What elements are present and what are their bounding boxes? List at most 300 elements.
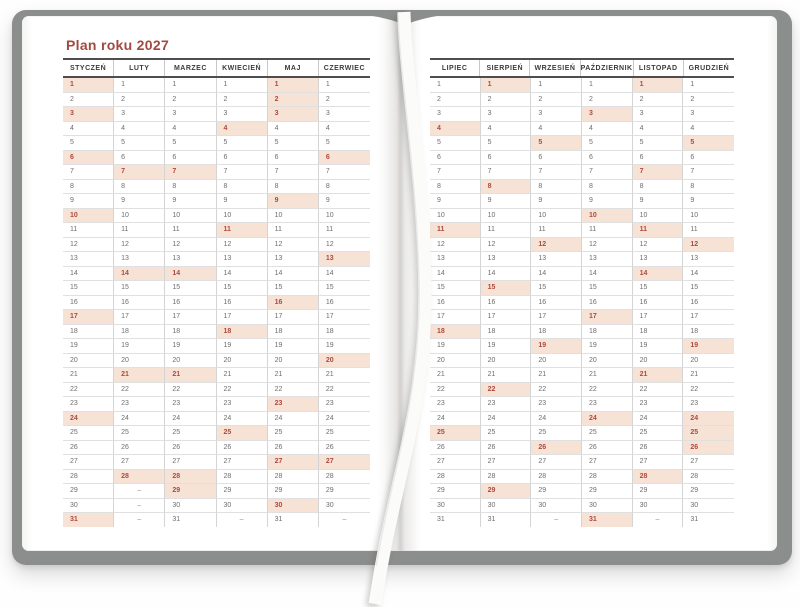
day-cell: 10 [683, 209, 734, 224]
day-cell: 23 [481, 397, 532, 412]
day-cell: 30 [582, 499, 633, 514]
day-cell: 5 [268, 136, 319, 151]
day-cell: 11 [481, 223, 532, 238]
day-cell: 3 [683, 107, 734, 122]
day-cell: 8 [582, 180, 633, 195]
day-cell: 15 [430, 281, 481, 296]
day-cell: 3 [319, 107, 370, 122]
day-grid [63, 78, 370, 527]
month-header-row [63, 58, 370, 78]
day-cell: 18 [63, 325, 114, 340]
day-cell: 10 [63, 209, 114, 224]
day-cell: 3 [165, 107, 216, 122]
day-cell: 25 [481, 426, 532, 441]
day-cell: 28 [319, 470, 370, 485]
day-cell: 22 [481, 383, 532, 398]
day-cell: 30 [268, 499, 319, 514]
day-cell: 26 [114, 441, 165, 456]
day-cell: 14 [217, 267, 268, 282]
day-cell: 21 [531, 368, 582, 383]
day-cell: 4 [481, 122, 532, 137]
month-header: GRUDZIEŃ [688, 64, 730, 72]
day-cell: 2 [268, 93, 319, 108]
day-cell: 11 [430, 223, 481, 238]
day-cell: 15 [268, 281, 319, 296]
day-cell: 9 [481, 194, 532, 209]
day-cell: 10 [319, 209, 370, 224]
day-cell: 2 [683, 93, 734, 108]
day-cell: 11 [63, 223, 114, 238]
day-cell: 19 [217, 339, 268, 354]
day-cell: 9 [114, 194, 165, 209]
day-cell: 6 [633, 151, 684, 166]
day-cell: 7 [114, 165, 165, 180]
day-cell: 15 [582, 281, 633, 296]
day-cell: 9 [165, 194, 216, 209]
day-cell: 12 [430, 238, 481, 253]
day-cell: 24 [633, 412, 684, 427]
day-cell: 4 [430, 122, 481, 137]
day-cell: 10 [582, 209, 633, 224]
day-cell: 25 [319, 426, 370, 441]
day-cell: 31 [481, 513, 532, 527]
day-cell: 6 [63, 151, 114, 166]
day-cell: 16 [319, 296, 370, 311]
day-cell: 4 [319, 122, 370, 137]
day-cell: 3 [531, 107, 582, 122]
day-cell: 26 [63, 441, 114, 456]
day-cell: 27 [430, 455, 481, 470]
day-cell: 3 [633, 107, 684, 122]
day-cell: 16 [582, 296, 633, 311]
day-cell: 24 [582, 412, 633, 427]
day-cell: 21 [114, 368, 165, 383]
day-cell: 29 [63, 484, 114, 499]
day-cell: 26 [165, 441, 216, 456]
day-cell: 23 [319, 397, 370, 412]
day-cell: 24 [165, 412, 216, 427]
month-header: LIPIEC [430, 60, 480, 76]
day-cell: 1 [683, 78, 734, 93]
day-cell: 17 [268, 310, 319, 325]
day-cell: 14 [114, 267, 165, 282]
day-cell: 13 [165, 252, 216, 267]
day-cell: 22 [633, 383, 684, 398]
day-cell: 13 [531, 252, 582, 267]
day-cell: 15 [165, 281, 216, 296]
day-cell: 11 [217, 223, 268, 238]
day-cell: 11 [319, 223, 370, 238]
day-cell: 1 [531, 78, 582, 93]
day-cell: 30 [531, 499, 582, 514]
month-header: MARZEC [165, 60, 216, 76]
day-cell: 4 [582, 122, 633, 137]
day-cell: 19 [582, 339, 633, 354]
day-cell: 13 [114, 252, 165, 267]
day-cell: 19 [63, 339, 114, 354]
day-cell: 11 [114, 223, 165, 238]
day-cell: 14 [319, 267, 370, 282]
day-cell: 18 [481, 325, 532, 340]
day-cell: 28 [633, 470, 684, 485]
day-cell: 18 [319, 325, 370, 340]
day-cell: 1 [582, 78, 633, 93]
day-cell: 20 [217, 354, 268, 369]
day-cell: 5 [319, 136, 370, 151]
day-cell: 24 [319, 412, 370, 427]
day-cell: 28 [582, 470, 633, 485]
day-cell: 8 [481, 180, 532, 195]
day-cell: 19 [165, 339, 216, 354]
day-cell: 30 [319, 499, 370, 514]
day-cell: 7 [683, 165, 734, 180]
day-cell: 4 [217, 122, 268, 137]
day-cell: 14 [531, 267, 582, 282]
page-right [400, 16, 777, 551]
day-cell: 13 [319, 252, 370, 267]
day-cell: – [217, 513, 268, 527]
day-cell: 12 [268, 238, 319, 253]
day-cell: 31 [268, 513, 319, 527]
day-cell: 21 [633, 368, 684, 383]
day-cell: 18 [430, 325, 481, 340]
month-header-row [430, 58, 734, 78]
day-cell: 29 [633, 484, 684, 499]
day-cell: 18 [582, 325, 633, 340]
day-cell: 25 [114, 426, 165, 441]
day-cell: 1 [63, 78, 114, 93]
day-cell: 16 [63, 296, 114, 311]
page-left [22, 16, 400, 551]
day-cell: 25 [63, 426, 114, 441]
day-cell: 7 [63, 165, 114, 180]
day-cell: 23 [114, 397, 165, 412]
day-cell: 12 [481, 238, 532, 253]
day-cell: 31 [430, 513, 481, 527]
day-cell: 16 [430, 296, 481, 311]
day-cell: 9 [683, 194, 734, 209]
day-cell: 6 [319, 151, 370, 166]
day-cell: 8 [633, 180, 684, 195]
day-cell: – [531, 513, 582, 527]
day-cell: 7 [633, 165, 684, 180]
day-cell: 15 [481, 281, 532, 296]
day-cell: 3 [582, 107, 633, 122]
day-cell: 27 [582, 455, 633, 470]
day-cell: 29 [531, 484, 582, 499]
day-cell: 14 [165, 267, 216, 282]
day-cell: 19 [114, 339, 165, 354]
day-cell: – [342, 516, 347, 523]
day-cell: – [114, 484, 165, 499]
day-cell: 12 [582, 238, 633, 253]
day-cell: 2 [114, 93, 165, 108]
month-header: SIERPIEŃ [480, 60, 530, 76]
page-title: Plan roku 2027 [66, 37, 170, 53]
day-cell: 22 [430, 383, 481, 398]
day-cell: 15 [683, 281, 734, 296]
day-cell: 5 [531, 136, 582, 151]
day-cell: 12 [217, 238, 268, 253]
day-cell: 30 [217, 499, 268, 514]
day-cell: 27 [217, 455, 268, 470]
day-cell: 7 [531, 165, 582, 180]
day-cell: 17 [531, 310, 582, 325]
month-header: LUTY [114, 60, 165, 76]
day-cell: 6 [165, 151, 216, 166]
day-cell: 7 [319, 165, 370, 180]
day-cell: 28 [683, 470, 734, 485]
day-cell: 3 [114, 107, 165, 122]
day-cell: 1 [481, 78, 532, 93]
day-cell: 20 [114, 354, 165, 369]
day-cell: 13 [481, 252, 532, 267]
day-cell: 7 [430, 165, 481, 180]
month-header: PAŹDZIERNIK [581, 60, 634, 76]
day-cell: 20 [63, 354, 114, 369]
day-cell: 16 [165, 296, 216, 311]
day-cell: 8 [430, 180, 481, 195]
day-cell: 31 [690, 516, 699, 523]
day-cell: 9 [319, 194, 370, 209]
day-cell: 14 [63, 267, 114, 282]
day-cell: 10 [165, 209, 216, 224]
day-cell: 26 [319, 441, 370, 456]
day-cell: 2 [63, 93, 114, 108]
day-cell: 21 [582, 368, 633, 383]
day-cell: 19 [683, 339, 734, 354]
day-cell: 17 [63, 310, 114, 325]
day-cell: 19 [531, 339, 582, 354]
day-cell: 22 [319, 383, 370, 398]
month-header: KWIECIEŃ [217, 60, 268, 76]
day-cell: 24 [217, 412, 268, 427]
year-table-left [63, 58, 370, 527]
day-cell: 2 [531, 93, 582, 108]
day-cell: 8 [683, 180, 734, 195]
day-cell: 8 [217, 180, 268, 195]
day-cell: 16 [481, 296, 532, 311]
day-cell: 25 [217, 426, 268, 441]
day-cell: 31 [63, 513, 114, 527]
day-cell: 13 [582, 252, 633, 267]
day-cell: 14 [683, 267, 734, 282]
day-cell: 22 [582, 383, 633, 398]
day-cell: 29 [582, 484, 633, 499]
day-cell: 1 [165, 78, 216, 93]
day-cell: 22 [114, 383, 165, 398]
day-cell: 12 [319, 238, 370, 253]
day-cell: 15 [63, 281, 114, 296]
day-cell: 1 [217, 78, 268, 93]
day-cell: 21 [319, 368, 370, 383]
day-cell: 2 [633, 93, 684, 108]
day-cell: 26 [481, 441, 532, 456]
day-cell: 29 [165, 484, 216, 499]
day-cell: 21 [430, 368, 481, 383]
day-cell: 25 [268, 426, 319, 441]
day-cell: 28 [114, 470, 165, 485]
day-cell: 3 [268, 107, 319, 122]
day-cell: 25 [531, 426, 582, 441]
day-cell: 1 [430, 78, 481, 93]
day-cell: 16 [217, 296, 268, 311]
day-cell: 19 [319, 339, 370, 354]
day-cell: 10 [268, 209, 319, 224]
day-cell: 10 [531, 209, 582, 224]
day-cell: 9 [531, 194, 582, 209]
day-cell: 14 [633, 267, 684, 282]
day-cell: 7 [481, 165, 532, 180]
day-cell: 8 [268, 180, 319, 195]
day-cell: 27 [319, 455, 370, 470]
day-cell: 17 [114, 310, 165, 325]
day-cell: 12 [165, 238, 216, 253]
day-cell: 20 [268, 354, 319, 369]
year-table-right [430, 58, 734, 527]
day-cell: 17 [217, 310, 268, 325]
day-cell: 30 [683, 499, 734, 514]
day-cell: 14 [481, 267, 532, 282]
day-cell: 25 [582, 426, 633, 441]
day-cell: 9 [217, 194, 268, 209]
day-cell: 5 [481, 136, 532, 151]
day-cell: 2 [217, 93, 268, 108]
day-cell: 11 [582, 223, 633, 238]
day-cell: 5 [683, 136, 734, 151]
day-cell: 20 [481, 354, 532, 369]
day-cell: 25 [633, 426, 684, 441]
day-cell: 4 [633, 122, 684, 137]
day-cell: 17 [683, 310, 734, 325]
day-cell: 20 [430, 354, 481, 369]
day-cell: 15 [114, 281, 165, 296]
day-cell: 26 [531, 441, 582, 456]
day-cell: 23 [633, 397, 684, 412]
day-cell: – [633, 513, 684, 527]
day-cell: 22 [63, 383, 114, 398]
day-cell: 24 [683, 412, 734, 427]
day-cell: 24 [430, 412, 481, 427]
day-cell: 18 [217, 325, 268, 340]
day-cell: 9 [430, 194, 481, 209]
day-cell: 3 [217, 107, 268, 122]
day-cell: 4 [114, 122, 165, 137]
day-cell: 17 [633, 310, 684, 325]
day-cell: 5 [114, 136, 165, 151]
day-cell: 6 [683, 151, 734, 166]
day-cell: 20 [531, 354, 582, 369]
day-cell: 15 [531, 281, 582, 296]
day-cell: 27 [633, 455, 684, 470]
day-cell: 13 [63, 252, 114, 267]
day-cell: 24 [481, 412, 532, 427]
day-cell: 21 [268, 368, 319, 383]
day-cell: 16 [683, 296, 734, 311]
day-cell: 17 [430, 310, 481, 325]
day-cell: 17 [582, 310, 633, 325]
day-cell: 28 [430, 470, 481, 485]
month-header: WRZESIEŃ [530, 60, 580, 76]
day-cell: 10 [217, 209, 268, 224]
day-cell: 6 [430, 151, 481, 166]
day-cell: 8 [165, 180, 216, 195]
day-cell: 23 [268, 397, 319, 412]
day-cell: 3 [481, 107, 532, 122]
day-cell: 14 [430, 267, 481, 282]
day-cell: 22 [683, 383, 734, 398]
day-cell: 19 [481, 339, 532, 354]
day-cell: 6 [582, 151, 633, 166]
day-cell: 18 [531, 325, 582, 340]
day-cell: 20 [582, 354, 633, 369]
day-cell: 17 [481, 310, 532, 325]
day-cell: 22 [217, 383, 268, 398]
day-cell: 23 [531, 397, 582, 412]
day-cell: 11 [165, 223, 216, 238]
day-cell: 28 [481, 470, 532, 485]
day-cell: 10 [633, 209, 684, 224]
day-cell: 20 [319, 354, 370, 369]
day-cell: 29 [268, 484, 319, 499]
day-cell: 15 [633, 281, 684, 296]
day-cell: 9 [582, 194, 633, 209]
day-cell: 29 [217, 484, 268, 499]
day-cell: 2 [165, 93, 216, 108]
day-cell: 30 [165, 499, 216, 514]
day-cell: 1 [114, 78, 165, 93]
day-cell: 10 [481, 209, 532, 224]
day-cell: 13 [683, 252, 734, 267]
day-cell: 20 [633, 354, 684, 369]
day-cell: 4 [165, 122, 216, 137]
day-cell: 7 [268, 165, 319, 180]
month-header: CZERWIEC [323, 64, 366, 72]
day-cell: 11 [683, 223, 734, 238]
day-cell: 8 [531, 180, 582, 195]
day-cell: 15 [319, 281, 370, 296]
day-cell: 21 [165, 368, 216, 383]
day-cell: – [114, 513, 165, 527]
day-cell: 26 [430, 441, 481, 456]
day-cell: 18 [268, 325, 319, 340]
day-cell: 26 [582, 441, 633, 456]
day-cell: – [114, 499, 165, 514]
day-cell: 21 [481, 368, 532, 383]
day-cell: 16 [114, 296, 165, 311]
day-cell: 15 [217, 281, 268, 296]
day-cell: 6 [268, 151, 319, 166]
day-cell: 30 [633, 499, 684, 514]
day-cell: 25 [165, 426, 216, 441]
day-cell: 9 [268, 194, 319, 209]
day-cell: 6 [531, 151, 582, 166]
day-cell: 23 [430, 397, 481, 412]
day-cell: 28 [217, 470, 268, 485]
day-cell: 27 [481, 455, 532, 470]
day-cell: 12 [63, 238, 114, 253]
day-cell: 22 [165, 383, 216, 398]
day-cell: 23 [582, 397, 633, 412]
day-cell: 28 [531, 470, 582, 485]
day-cell: 6 [481, 151, 532, 166]
day-cell: 23 [683, 397, 734, 412]
day-cell: 12 [633, 238, 684, 253]
day-cell: 27 [268, 455, 319, 470]
day-cell: 4 [63, 122, 114, 137]
day-cell: 27 [114, 455, 165, 470]
day-cell: 8 [114, 180, 165, 195]
